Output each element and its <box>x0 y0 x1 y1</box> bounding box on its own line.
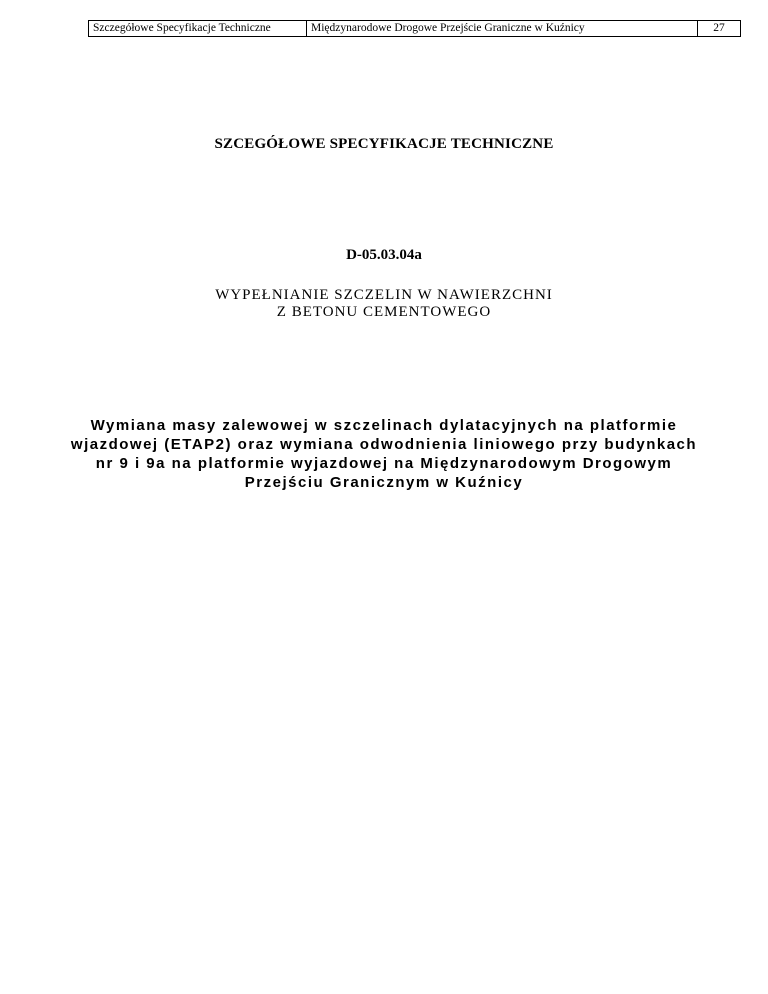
scope-line-4: Przejściu Granicznym w Kuźnicy <box>244 474 524 491</box>
header-page-number: 27 <box>713 22 725 34</box>
specification-subtitle <box>0 287 768 321</box>
scope-description <box>0 416 768 492</box>
document-title: SZCEGÓŁOWE SPECYFIKACJE TECHNICZNE <box>214 136 554 152</box>
page-header <box>88 20 741 37</box>
specification-code: D-05.03.04a <box>346 247 422 263</box>
scope-line-1: Wymiana masy zalewowej w szczelinach dylatacyjnych na platformie <box>90 417 678 434</box>
scope-line-2: wjazdowej (ETAP2) oraz wymiana odwodnienia liniowego przy budynkach <box>70 436 698 453</box>
subtitle-line-2: Z BETONU CEMENTOWEGO <box>276 304 492 320</box>
header-spec-label: Szczegółowe Specyfikacje Techniczne <box>89 21 307 36</box>
header-project-label: Międzynarodowe Drogowe Przejście Graniczne w Kuźnicy <box>307 21 698 36</box>
subtitle-line-1: WYPEŁNIANIE SZCZELIN W NAWIERZCHNI <box>215 287 553 303</box>
scope-line-3: nr 9 i 9a na platformie wyjazdowej na Międzynarodowym Drogowym <box>95 455 673 472</box>
